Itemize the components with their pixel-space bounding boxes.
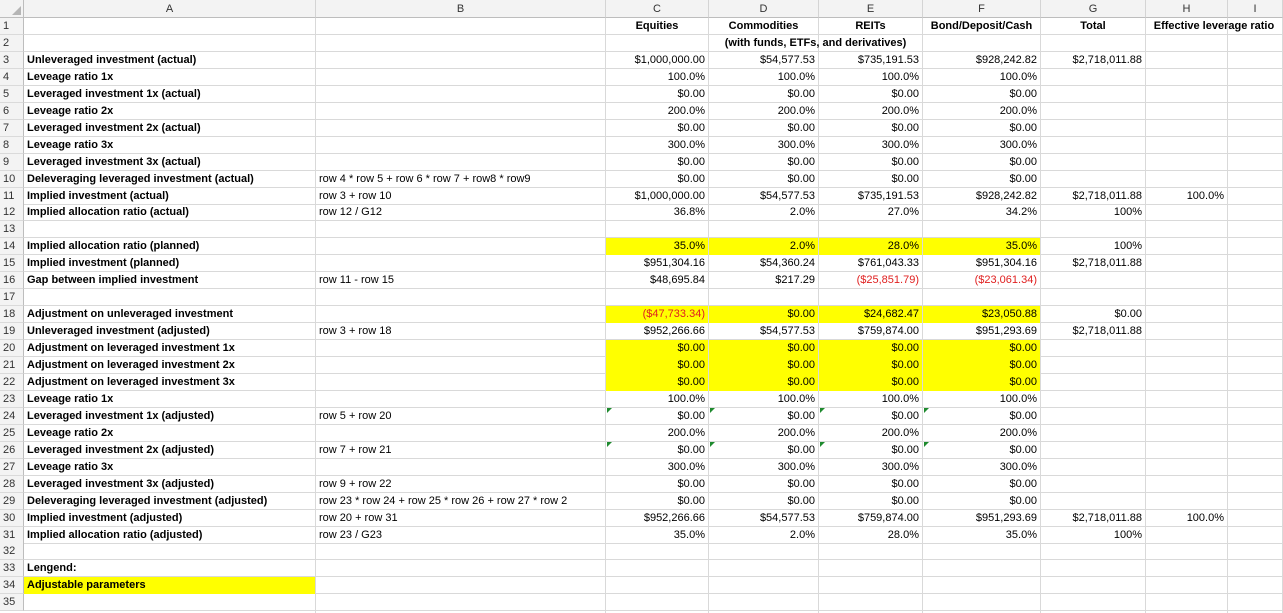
column-header-a[interactable]: A [24,0,316,18]
cell-c31[interactable]: 35.0% [673,528,705,541]
row-label-23[interactable]: Leveage ratio 1x [27,392,114,405]
cell-d31[interactable]: 2.0% [789,528,815,541]
formula-note-10[interactable]: row 4 * row 5 + row 6 * row 7 + row8 * row9 [319,172,531,185]
cell-d16[interactable]: $217.29 [775,274,815,287]
cell-c16[interactable]: $48,695.84 [649,274,705,287]
row-header-26[interactable]: 26 [0,442,24,459]
cell-c25[interactable]: 200.0% [667,426,705,439]
row-label-28[interactable]: Leveraged investment 3x (adjusted) [27,477,215,490]
cell-d29[interactable]: $0.00 [787,494,815,507]
cell-e30[interactable]: $759,874.00 [857,511,919,524]
row-label-8[interactable]: Leveage ratio 3x [27,138,114,151]
row-header-17[interactable]: 17 [0,289,24,306]
cell-d12[interactable]: 2.0% [789,206,815,219]
cell-e9[interactable]: $0.00 [891,155,919,168]
row-header-9[interactable]: 9 [0,154,24,171]
cell-f6[interactable]: 200.0% [999,104,1037,117]
cell-d19[interactable]: $54,577.53 [759,325,815,338]
cell-f30[interactable]: $951,293.69 [975,511,1037,524]
cell-d14[interactable]: 2.0% [789,240,815,253]
row-label-15[interactable]: Implied investment (planned) [27,257,180,270]
row-label-34[interactable]: Adjustable parameters [27,579,146,592]
row-label-30[interactable]: Implied investment (adjusted) [27,511,183,524]
row-header-10[interactable]: 10 [0,171,24,188]
cell-f31[interactable]: 35.0% [1005,528,1037,541]
row-header-3[interactable]: 3 [0,52,24,69]
cell-e23[interactable]: 100.0% [881,392,919,405]
cell-g19[interactable]: $2,718,011.88 [1072,325,1142,338]
row-label-21[interactable]: Adjustment on leveraged investment 2x [27,359,235,371]
row-label-14[interactable]: Implied allocation ratio (planned) [27,240,200,253]
row-header-24[interactable]: 24 [0,408,24,425]
row-label-26[interactable]: Leveraged investment 2x (adjusted) [27,443,215,456]
formula-note-30[interactable]: row 20 + row 31 [319,511,398,524]
header-reits[interactable]: REITs [855,20,886,32]
cell-e10[interactable]: $0.00 [891,172,919,185]
cell-d4[interactable]: 100.0% [777,70,815,83]
cell-d10[interactable]: $0.00 [787,172,815,185]
cell-e7[interactable]: $0.00 [891,121,919,134]
row-label-27[interactable]: Leveage ratio 3x [27,460,114,473]
header-equities[interactable]: Equities [635,20,679,32]
cell-d24[interactable]: $0.00 [787,409,815,422]
row-label-18[interactable]: Adjustment on unleveraged investment [27,308,233,321]
cell-d7[interactable]: $0.00 [787,121,815,134]
cell-f16[interactable]: ($23,061.34) [974,274,1037,287]
row-label-29[interactable]: Deleveraging leveraged investment (adjusted) [27,494,268,507]
formula-note-28[interactable]: row 9 + row 22 [319,477,392,490]
cell-g30[interactable]: $2,718,011.88 [1072,511,1142,524]
row-header-29[interactable]: 29 [0,493,24,510]
cell-e8[interactable]: 300.0% [881,138,919,151]
cell-c22[interactable]: $0.00 [677,375,705,388]
cell-e29[interactable]: $0.00 [891,494,919,507]
row-header-8[interactable]: 8 [0,137,24,154]
row-header-22[interactable]: 22 [0,374,24,391]
error-indicator-icon [924,442,929,447]
error-indicator-icon [710,408,715,413]
row-header-4[interactable]: 4 [0,69,24,86]
formula-note-31[interactable]: row 23 / G23 [319,528,382,541]
formula-note-24[interactable]: row 5 + row 20 [319,409,392,422]
cell-e21[interactable]: $0.00 [891,359,919,371]
row-header-33[interactable]: 33 [0,560,24,577]
row-header-12[interactable]: 12 [0,204,24,221]
cell-c20[interactable]: $0.00 [677,342,705,355]
cell-e12[interactable]: 27.0% [887,206,919,219]
formula-note-19[interactable]: row 3 + row 18 [319,325,392,338]
cell-e16[interactable]: ($25,851.79) [856,274,919,287]
cell-e18[interactable]: $24,682.47 [863,308,919,321]
row-header-34[interactable]: 34 [0,577,24,594]
cell-c15[interactable]: $951,304.16 [643,257,705,270]
row-header-20[interactable]: 20 [0,340,24,357]
cell-c7[interactable]: $0.00 [677,121,705,134]
cell-f28[interactable]: $0.00 [1009,477,1037,490]
row-header-27[interactable]: 27 [0,459,24,476]
cell-e31[interactable]: 28.0% [887,528,919,541]
row-label-6[interactable]: Leveage ratio 2x [27,104,114,117]
row-label-24[interactable]: Leveraged investment 1x (adjusted) [27,409,215,422]
cell-d18[interactable]: $0.00 [787,308,815,321]
formula-note-12[interactable]: row 12 / G12 [319,206,382,219]
row-label-9[interactable]: Leveraged investment 3x (actual) [27,155,201,168]
header-total[interactable]: Total [1080,20,1106,32]
row-header-30[interactable]: 30 [0,510,24,527]
header-commodities[interactable]: Commodities [728,20,799,32]
row-header-13[interactable]: 13 [0,221,24,238]
cell-c23[interactable]: 100.0% [667,392,705,405]
cell-c14[interactable]: 35.0% [673,240,705,253]
cell-g18[interactable]: $0.00 [1114,308,1142,321]
row-label-16[interactable]: Gap between implied investment [27,274,199,287]
cell-f12[interactable]: 34.2% [1005,206,1037,219]
row-header-11[interactable]: 11 [0,188,24,205]
cell-e19[interactable]: $759,874.00 [857,325,919,338]
row-label-31[interactable]: Implied allocation ratio (adjusted) [27,528,203,541]
row-header-6[interactable]: 6 [0,103,24,120]
cell-f3[interactable]: $928,242.82 [975,53,1037,66]
error-indicator-icon [820,408,825,413]
row-header-28[interactable]: 28 [0,476,24,493]
error-indicator-icon [820,442,825,447]
column-header-i[interactable]: I [1228,0,1283,18]
cell-c27[interactable]: 300.0% [667,460,705,473]
cell-f21[interactable]: $0.00 [1009,359,1037,371]
column-header-h[interactable]: H [1146,0,1228,18]
row-label-20[interactable]: Adjustment on leveraged investment 1x [27,342,235,355]
gridline-vertical [1227,18,1228,613]
gridline-horizontal [24,610,1283,611]
error-indicator-icon [924,408,929,413]
cell-g14[interactable]: 100% [1113,240,1142,253]
cell-d20[interactable]: $0.00 [787,342,815,355]
cell-f11[interactable]: $928,242.82 [975,189,1037,202]
row-label-19[interactable]: Unleveraged investment (adjusted) [27,325,210,338]
cell-f8[interactable]: 300.0% [999,138,1037,151]
cell-f14[interactable]: 35.0% [1005,240,1037,253]
cell-f4[interactable]: 100.0% [999,70,1037,83]
cell-c24[interactable]: $0.00 [677,409,705,422]
cell-d6[interactable]: 200.0% [777,104,815,117]
header-commodities-sub[interactable]: (with funds, ETFs, and derivatives) [724,36,907,49]
row-label-11[interactable]: Implied investment (actual) [27,189,169,202]
row-header-5[interactable]: 5 [0,86,24,103]
cell-f18[interactable]: $23,050.88 [981,308,1037,321]
cell-c21[interactable]: $0.00 [677,359,705,371]
error-indicator-icon [607,442,612,447]
formula-note-16[interactable]: row 11 - row 15 [319,274,394,287]
cell-e27[interactable]: 300.0% [881,460,919,473]
cell-f9[interactable]: $0.00 [1009,155,1037,168]
cell-f24[interactable]: $0.00 [1009,409,1037,422]
cell-c4[interactable]: 100.0% [667,70,705,83]
row-header-31[interactable]: 31 [0,527,24,544]
cell-d3[interactable]: $54,577.53 [759,53,815,66]
cell-c18[interactable]: ($47,733.34) [642,308,705,321]
row-label-4[interactable]: Leveage ratio 1x [27,70,114,83]
cell-c11[interactable]: $1,000,000.00 [634,189,705,202]
row-header-2[interactable]: 2 [0,35,24,52]
cell-d11[interactable]: $54,577.53 [759,189,815,202]
cell-h30[interactable]: 100.0% [1186,511,1224,524]
row-header-21[interactable]: 21 [0,357,24,374]
cell-f27[interactable]: 300.0% [999,460,1037,473]
error-indicator-icon [710,442,715,447]
cell-d9[interactable]: $0.00 [787,155,815,168]
cell-f5[interactable]: $0.00 [1009,87,1037,100]
row-label-12[interactable]: Implied allocation ratio (actual) [27,206,189,219]
cell-c3[interactable]: $1,000,000.00 [634,53,705,66]
column-header-d[interactable]: D [709,0,819,18]
row-header-15[interactable]: 15 [0,255,24,272]
cell-c5[interactable]: $0.00 [677,87,705,100]
row-label-33[interactable]: Lengend: [27,562,77,575]
cell-d30[interactable]: $54,577.53 [759,511,815,524]
cell-g31[interactable]: 100% [1113,528,1142,541]
row-header-7[interactable]: 7 [0,120,24,137]
cell-c26[interactable]: $0.00 [677,443,705,456]
cell-e26[interactable]: $0.00 [891,443,919,456]
formula-note-11[interactable]: row 3 + row 10 [319,189,392,202]
row-header-1[interactable]: 1 [0,18,24,35]
cell-g15[interactable]: $2,718,011.88 [1072,257,1142,270]
cell-d23[interactable]: 100.0% [777,392,815,405]
header-bond[interactable]: Bond/Deposit/Cash [930,20,1033,32]
cell-e14[interactable]: 28.0% [887,240,919,253]
cell-c19[interactable]: $952,266.66 [643,325,705,338]
cell-f20[interactable]: $0.00 [1009,342,1037,355]
cell-f22[interactable]: $0.00 [1009,375,1037,388]
row-header-25[interactable]: 25 [0,425,24,442]
row-label-7[interactable]: Leveraged investment 2x (actual) [27,121,201,134]
cell-d25[interactable]: 200.0% [777,426,815,439]
cell-f25[interactable]: 200.0% [999,426,1037,439]
row-label-22[interactable]: Adjustment on leveraged investment 3x [27,375,235,388]
cell-d5[interactable]: $0.00 [787,87,815,100]
cell-e4[interactable]: 100.0% [881,70,919,83]
cell-e24[interactable]: $0.00 [891,409,919,422]
cell-f23[interactable]: 100.0% [999,392,1037,405]
column-header-g[interactable]: G [1041,0,1146,18]
header-effective-leverage[interactable]: Effective leverage ratio [1153,20,1275,32]
row-label-25[interactable]: Leveage ratio 2x [27,426,114,439]
cell-d22[interactable]: $0.00 [787,375,815,388]
cell-c10[interactable]: $0.00 [677,172,705,185]
row-label-10[interactable]: Deleveraging leveraged investment (actual) [27,172,254,185]
row-label-5[interactable]: Leveraged investment 1x (actual) [27,87,201,100]
cell-c8[interactable]: 300.0% [667,138,705,151]
cell-g3[interactable]: $2,718,011.88 [1072,53,1142,66]
column-header-c[interactable]: C [606,0,709,18]
cell-c6[interactable]: 200.0% [667,104,705,117]
cell-d26[interactable]: $0.00 [787,443,815,456]
column-header-b[interactable]: B [316,0,606,18]
cell-e15[interactable]: $761,043.33 [857,257,919,270]
cell-d27[interactable]: 300.0% [777,460,815,473]
cell-d21[interactable]: $0.00 [787,359,815,371]
cell-e5[interactable]: $0.00 [891,87,919,100]
row-header-18[interactable]: 18 [0,306,24,323]
select-all-corner[interactable] [0,0,24,18]
cell-e25[interactable]: 200.0% [881,426,919,439]
cell-g11[interactable]: $2,718,011.88 [1072,189,1142,202]
formula-note-29[interactable]: row 23 * row 24 + row 25 * row 26 + row 27 * row 2 [319,494,568,507]
cell-f29[interactable]: $0.00 [1009,494,1037,507]
formula-note-26[interactable]: row 7 + row 21 [319,443,392,456]
row-header-14[interactable]: 14 [0,238,24,255]
row-header-23[interactable]: 23 [0,391,24,408]
cell-f19[interactable]: $951,293.69 [975,325,1037,338]
cell-c12[interactable]: 36.8% [673,206,705,219]
cell-f10[interactable]: $0.00 [1009,172,1037,185]
cell-e11[interactable]: $735,191.53 [857,189,919,202]
row-header-16[interactable]: 16 [0,272,24,289]
cell-e28[interactable]: $0.00 [891,477,919,490]
cell-f7[interactable]: $0.00 [1009,121,1037,134]
cell-e22[interactable]: $0.00 [891,375,919,388]
cell-c30[interactable]: $952,266.66 [643,511,705,524]
cell-g12[interactable]: 100% [1113,206,1142,219]
cell-c9[interactable]: $0.00 [677,155,705,168]
cell-d15[interactable]: $54,360.24 [759,257,815,270]
row-header-32[interactable]: 32 [0,543,24,560]
cell-c29[interactable]: $0.00 [677,494,705,507]
cell-d28[interactable]: $0.00 [787,477,815,490]
row-header-19[interactable]: 19 [0,323,24,340]
column-header-e[interactable]: E [819,0,923,18]
cell-d8[interactable]: 300.0% [777,138,815,151]
row-header-35[interactable]: 35 [0,594,24,611]
cell-e20[interactable]: $0.00 [891,342,919,355]
cell-f15[interactable]: $951,304.16 [975,257,1037,270]
cell-h11[interactable]: 100.0% [1186,189,1224,202]
cell-e6[interactable]: 200.0% [881,104,919,117]
column-header-f[interactable]: F [923,0,1041,18]
cell-c28[interactable]: $0.00 [677,477,705,490]
cell-f26[interactable]: $0.00 [1009,443,1037,456]
error-indicator-icon [607,408,612,413]
cell-e3[interactable]: $735,191.53 [857,53,919,66]
row-label-3[interactable]: Unleveraged investment (actual) [27,53,197,66]
